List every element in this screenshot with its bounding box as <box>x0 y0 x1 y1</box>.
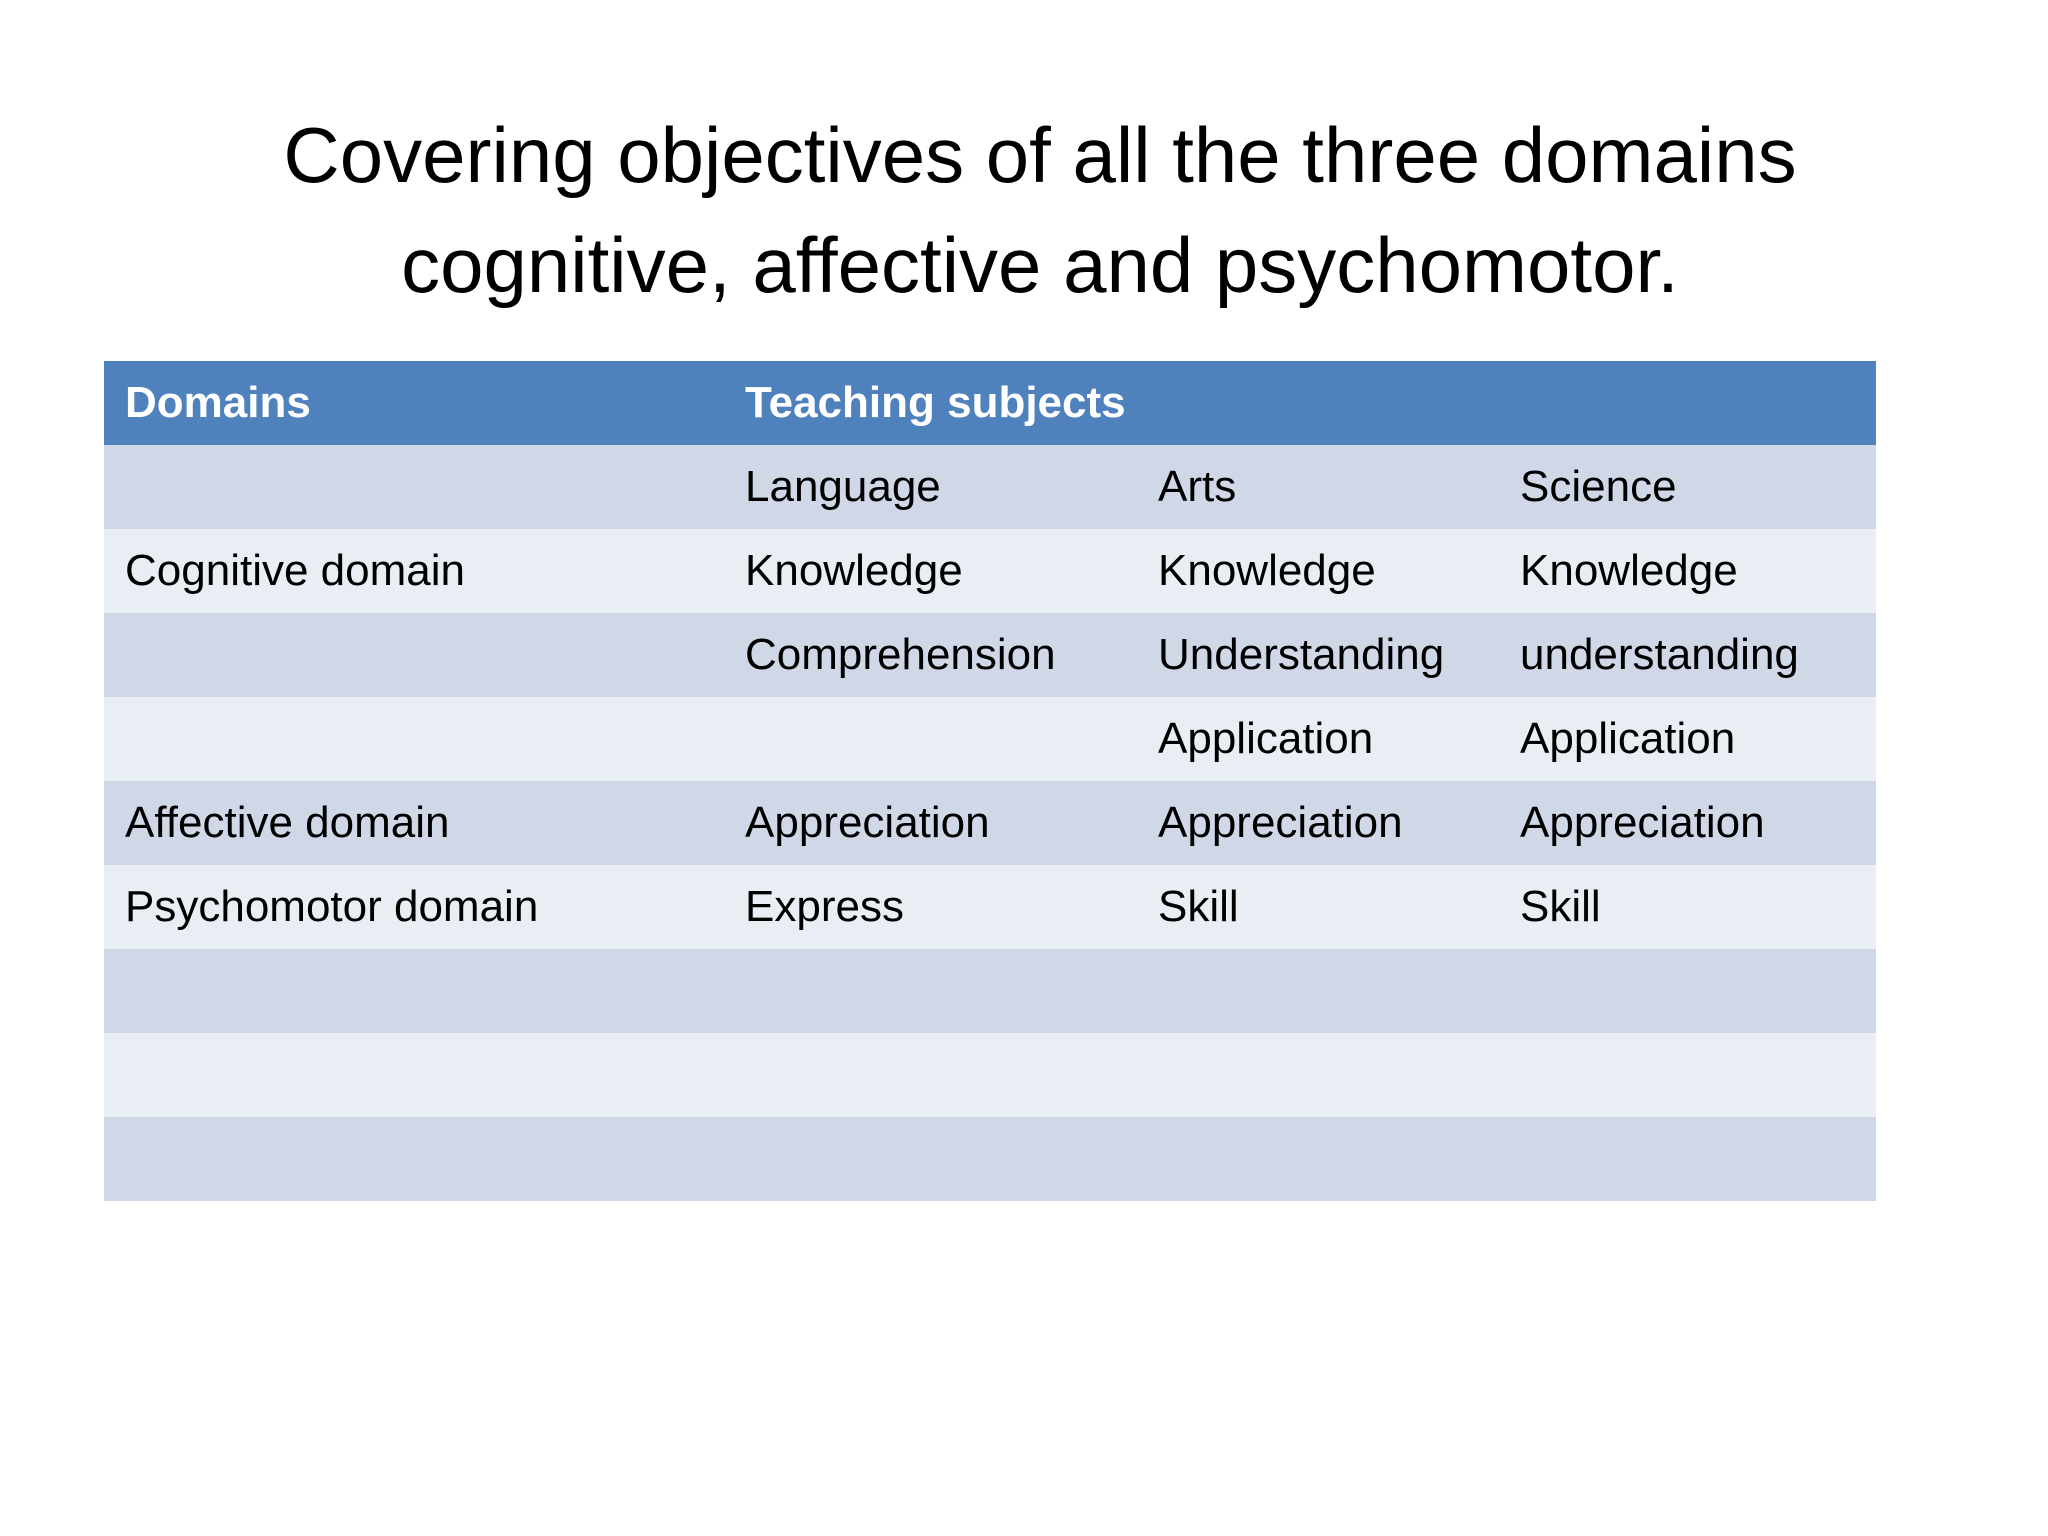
table-cell: Understanding <box>1137 613 1499 697</box>
table-cell <box>1137 1033 1499 1117</box>
table-row <box>104 445 1876 529</box>
table-cell: Application <box>1499 697 1876 781</box>
domains-table <box>104 361 1876 1201</box>
table-cell <box>724 949 1137 1033</box>
table-cell: Arts <box>1137 445 1499 529</box>
header-teaching-subjects: Teaching subjects <box>724 361 1876 445</box>
table-cell <box>104 445 724 529</box>
table-cell: Appreciation <box>724 781 1137 865</box>
table-cell: understanding <box>1499 613 1876 697</box>
table-cell: Appreciation <box>1499 781 1876 865</box>
slide-title-line-2: cognitive, affective and psychomotor. <box>401 221 1679 309</box>
table-row <box>104 865 1876 949</box>
table-cell <box>104 949 724 1033</box>
table-cell <box>104 697 724 781</box>
header-domains: Domains <box>104 361 724 445</box>
table-row <box>104 781 1876 865</box>
table-cell <box>104 1117 724 1201</box>
table-cell: Application <box>1137 697 1499 781</box>
slide-title-line-1: Covering objectives of all the three domains <box>283 111 1797 199</box>
table-cell: Language <box>724 445 1137 529</box>
table-cell <box>1499 1117 1876 1201</box>
table-row <box>104 1033 1876 1117</box>
table-cell: Appreciation <box>1137 781 1499 865</box>
table-row <box>104 1117 1876 1201</box>
table-cell: Knowledge <box>724 529 1137 613</box>
slide-title <box>150 100 1930 320</box>
table-cell: Knowledge <box>1137 529 1499 613</box>
table-cell: Skill <box>1137 865 1499 949</box>
table-cell <box>104 613 724 697</box>
table-header-row <box>104 361 1876 445</box>
table-cell: Express <box>724 865 1137 949</box>
table-cell <box>724 1033 1137 1117</box>
table-cell <box>1499 1033 1876 1117</box>
table-cell: Knowledge <box>1499 529 1876 613</box>
table-cell: Science <box>1499 445 1876 529</box>
table-cell <box>1137 1117 1499 1201</box>
table-cell <box>724 697 1137 781</box>
table-cell <box>1499 949 1876 1033</box>
table-cell <box>724 1117 1137 1201</box>
table-row <box>104 949 1876 1033</box>
table-row <box>104 529 1876 613</box>
table-cell: Psychomotor domain <box>104 865 724 949</box>
table-cell <box>1137 949 1499 1033</box>
table-row <box>104 613 1876 697</box>
table-cell: Cognitive domain <box>104 529 724 613</box>
table-cell <box>104 1033 724 1117</box>
table-cell: Affective domain <box>104 781 724 865</box>
table-row <box>104 697 1876 781</box>
table-cell: Skill <box>1499 865 1876 949</box>
table-cell: Comprehension <box>724 613 1137 697</box>
